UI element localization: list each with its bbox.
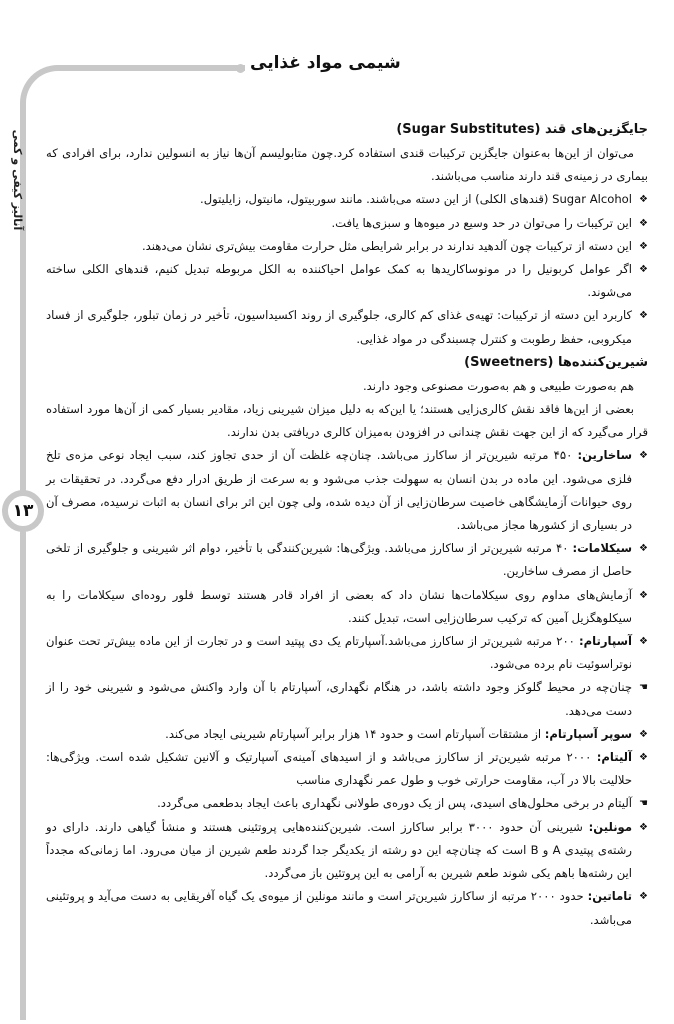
list-item: ❖ این دسته از ترکیبات چون آلدهید ندارند در برابر شرایطی مثل حرارت مقاومت بیش‌تری نشان می‌دهند. <box>46 235 648 258</box>
list-item: ❖ آلیتام: ۲۰۰۰ مرتبه شیرین‌تر از ساکارز می‌باشد و از اسیدهای آمینه‌ی آسپارتیک و آلانین تشکیل شده است. ویژگی‌ها: حلالیت بالا در آب، مقاومت حرارتی خوب و طول عمر نگهداری مناسب <box>46 746 648 792</box>
hand-pointer-icon: ☚ <box>639 798 648 810</box>
diamond-bullet-icon: ❖ <box>639 636 648 648</box>
diamond-bullet-icon: ❖ <box>639 194 648 206</box>
page-frame-left <box>20 140 26 1020</box>
diamond-bullet-icon: ❖ <box>639 450 648 462</box>
diamond-bullet-icon: ❖ <box>639 752 648 764</box>
diamond-bullet-icon: ❖ <box>639 589 648 601</box>
paragraph: بعضی از این‌ها فاقد نقش کالری‌زایی هستند؛ یا این‌که به دلیل میزان شیرینی زیاد، مقادیر بسیار کمی از آن‌ها مورد استفاده قرار می‌گیرد که از این جهت نقش چندانی در افزودن به‌میزان کالری دریافتی بدن ندارند. <box>46 402 648 440</box>
list-item: ❖ ساخارین: ۴۵۰ مرتبه شیرین‌تر از ساکارز می‌باشد. چنان‌چه غلظت آن از حدی تجاوز کند، سبب ایجاد نوعی مزه‌ی تلخ فلزی می‌شود. این ماده در بدن انسان به سهولت جذب می‌شود و به سرعت از طریق ادرار دفع می‌گردد. در تحقیقات بر روی حیوانات آزمایشگاهی خاصیت سرطان‌زایی از آن دیده شده، ولی چون این اثر برای انسان به اثبات نرسیده، مصرف آن در بسیاری از کشورها مجاز می‌باشد. <box>46 444 648 537</box>
diamond-bullet-icon: ❖ <box>639 240 648 252</box>
diamond-bullet-icon: ❖ <box>639 821 648 833</box>
sidebar-text: آنالیز کیفی و کمی <box>11 129 24 231</box>
list-item: ❖ اگر عوامل کربونیل را در مونوساکاریدها به کمک عوامل احیاکننده به الکل مربوطه تبدیل کنیم، قندهای الکلی ساخته می‌شوند. <box>46 258 648 304</box>
hand-pointer-icon: ☚ <box>639 682 648 694</box>
diamond-bullet-icon: ❖ <box>639 543 648 555</box>
diamond-bullet-icon: ❖ <box>639 728 648 740</box>
section-heading-sweeteners: شیرین‌کننده‌ها (Sweetners) <box>464 354 648 370</box>
list-item: ❖ آسپارتام: ۲۰۰ مرتبه شیرین‌تر از ساکارز می‌باشد.آسپارتام یک دی پپتید است و در تجارت از این ماده بیش‌تر تحت عنوان نوتراسوئیت نام برده می‌شود. <box>46 630 648 676</box>
list-item: ☚ آلیتام در برخی محلول‌های اسیدی، پس از یک دوره‌ی طولانی نگهداری باعث ایجاد بدطعمی می‌گردد. <box>46 792 648 815</box>
bullet-list <box>46 188 648 350</box>
list-item: ❖ این ترکیبات را می‌توان در حد وسیع در میوه‌ها و سبزی‌ها یافت. <box>46 212 648 235</box>
list-item: ❖ تاماتین: حدود ۲۰۰۰ مرتبه از ساکارز شیرین‌تر است و مانند مونلین از میوه‌ی یک گیاه آفریقایی به دست می‌آید و پروتئینی می‌باشد. <box>46 885 648 931</box>
list-item: ❖ Sugar Alcohol (قندهای الکلی) از این دسته می‌باشند. مانند سوربیتول، مانیتول، زایلیتول. <box>46 188 648 211</box>
list-item: ❖ کاربرد این دسته از ترکیبات: تهیه‌ی غذای کم کالری، جلوگیری از روند اکسیداسیون، تأخیر در زمان تبلور، جلوگیری از فساد میکروبی، حفظ رطوبت و کنترل چسبندگی در مواد غذایی. <box>46 304 648 350</box>
diamond-bullet-icon: ❖ <box>639 891 648 903</box>
diamond-bullet-icon: ❖ <box>639 264 648 276</box>
list-item: ☚ چنان‌چه در محیط گلوکز وجود داشته باشد، در هنگام نگهداری، آسپارتام با آن وارد واکنش می‌شود و شیرینی خود را از دست می‌دهد. <box>46 676 648 722</box>
bullet-list <box>46 444 648 931</box>
page-number: ۱۳ <box>2 490 44 532</box>
section-heading-sugar-substitutes: جایگزین‌های قند (Sugar Substitutes) <box>396 122 648 137</box>
page-content <box>46 118 648 932</box>
list-item: ❖ سیکلامات: ۴۰ مرتبه شیرین‌تر از ساکارز می‌باشد. ویژگی‌ها: شیرین‌کنندگی با تأخیر، دوام اثر شیرینی و جلوگیری از تلخی حاصل از مصرف ساخارین. <box>46 537 648 583</box>
paragraph: می‌توان از این‌ها به‌عنوان جایگزین ترکیبات قندی استفاده کرد.چون متابولیسم آن‌ها نیاز به انسولین ندارد، برای افرادی که بیماری در زمینه‌ی قند دارند مناسب می‌باشند. <box>46 146 648 184</box>
frame-dot <box>236 64 245 73</box>
list-item: ❖ مونلین: شیرینی آن حدود ۳۰۰۰ برابر ساکارز است. شیرین‌کننده‌هایی پروتئینی هستند و منشأ گیاهی دارند. دارای دو رشته‌ی پپتیدی A و B است که چنان‌چه این دو رشته از یکدیگر جدا گردند طعم شیرین از میان می‌رود. اما زمانی‌که مجدداً این رشته‌ها باهم یکی شوند طعم شیرین به آرامی به این پروتئین باز می‌گردد. <box>46 816 648 886</box>
diamond-bullet-icon: ❖ <box>639 217 648 229</box>
list-item: ❖ سوپر آسپارتام: از مشتقات آسپارتام است و حدود ۱۴ هزار برابر آسپارتام شیرینی ایجاد می‌کند. <box>46 723 648 746</box>
page-title: شیمی مواد غذایی <box>250 53 401 73</box>
paragraph: هم به‌صورت طبیعی و هم به‌صورت مصنوعی وجود دارند. <box>362 378 634 393</box>
diamond-bullet-icon: ❖ <box>639 310 648 322</box>
list-item: ❖ آزمایش‌های مداوم روی سیکلامات‌ها نشان داد که بعضی از افراد قادر هستند توسط فلور روده‌ای سیکلامات را به سیکلوهگزیل آمین که ترکیب سرطان‌زایی است، تبدیل کنند. <box>46 584 648 630</box>
